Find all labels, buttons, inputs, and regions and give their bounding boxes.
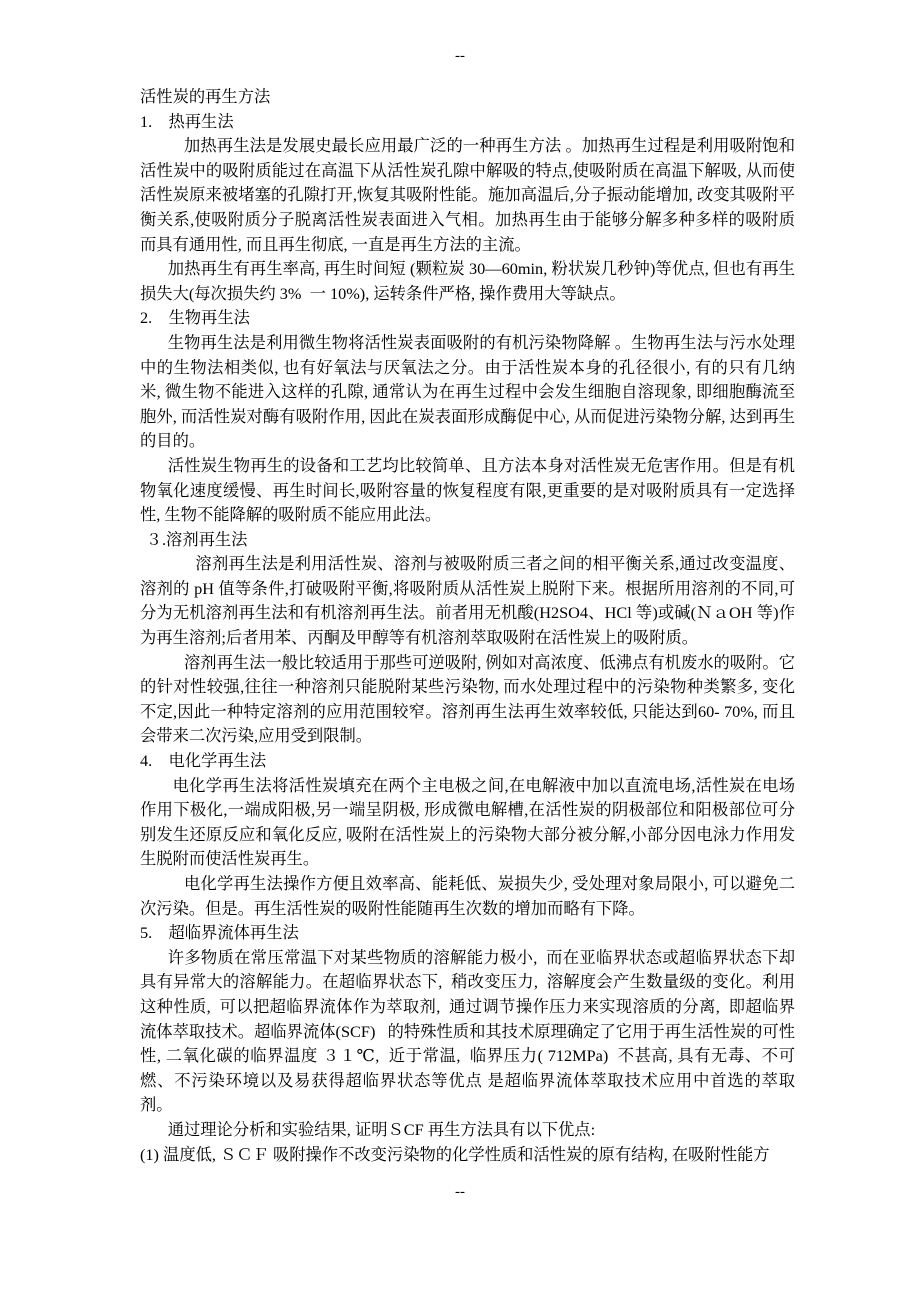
document-title: 活性炭的再生方法 bbox=[140, 87, 271, 106]
section-heading-5: 5. 超临界流体再生法 bbox=[140, 923, 299, 943]
page-footer-mark: -- bbox=[455, 1184, 465, 1200]
paragraph: 通过理论分析和实验结果, 证明ＳCF 再生方法具有以下优点: bbox=[167, 1119, 596, 1139]
section-heading-3: ３.溶剂再生法 bbox=[145, 529, 248, 549]
paragraph-list-item-1: (1) 温度低, ＳＣＦ 吸附操作不改变污染物的化学性质和活性炭的原有结构, 在吸附性能方 bbox=[140, 1144, 770, 1164]
section-heading-1: 1. 热再生法 bbox=[140, 111, 234, 131]
paragraph: 电化学再生法操作方便且效率高、能耗低、炭损失少, 受处理对象局限小, 可以避免二次污染。但是。再生活性炭的吸附性能随再生次数的增加而略有下降。 bbox=[140, 874, 795, 918]
paragraph: 加热再生法是发展史最长应用最广泛的一种再生方法 。加热再生过程是利用吸附饱和活性炭中的吸附质能过在高温下从活性炭孔隙中解吸的特点,使吸附质在高温下解吸, 从而使活性炭原来被堵塞的孔隙打开,恢复其吸附性能。施加高温后,分子振动能增加, 改变其吸附平衡关系,使吸附质分子脱离活性炭表面进入气相。加热再生由于能够分解多种多样的吸附质而具有通用性, 而且再生彻底, 一直是再生方法的主流。 bbox=[140, 136, 795, 254]
document-content bbox=[140, 85, 795, 1167]
paragraph: 溶剂再生法一般比较适用于那些可逆吸附, 例如对高浓度、低沸点有机废水的吸附。它的针对性较强,往往一种溶剂只能脱附某些污染物, 而水处理过程中的污染物种类繁多, 变化不定,因此一种特定溶剂的应用范围较窄。溶剂再生法再生效率较低, 只能达到60- 70%, 而且会带来二次污染,应用受到限制。 bbox=[140, 652, 795, 746]
paragraph: 溶剂再生法是利用活性炭、溶剂与被吸附质三者之间的相平衡关系,通过改变温度、溶剂的 pH 值等条件,打破吸附平衡,将吸附质从活性炭上脱附下来。根据所用溶剂的不同,可分为无机溶剂再生法和有机溶剂再生法。前者用无机酸(H2SO4、HCl 等)或碱(ＮａOH 等)作为再生溶剂;后者用苯、丙酮及甲醇等有机溶剂萃取吸附在活性炭上的吸附质。 bbox=[140, 554, 795, 648]
paragraph: 许多物质在常压常温下对某些物质的溶解能力极小, 而在亚临界状态或超临界状态下却具有异常大的溶解能力。在超临界状态下, 稍改变压力, 溶解度会产生数量级的变化。利用这种性质, 可以把超临界流体作为萃取剂, 通过调节操作压力来实现溶质的分离, 即超临界流体萃取技术。超临界流体(SCF) 的特殊性质和其技术原理确定了它用于再生活性炭的可性性, 二氧化碳的临界温度 ３１℃, 近于常温, 临界压力( 712MPa) 不甚高, 具有无毒、不可燃、不污染环境以及易获得超临界状态等优点 是超临界流体萃取技术应用中首选的萃取剂。 bbox=[140, 947, 795, 1115]
paragraph: 活性炭生物再生的设备和工艺均比较简单、且方法本身对活性炭无危害作用。但是有机物氧化速度缓慢、再生时间长,吸附容量的恢复程度有限,更重要的是对吸附质具有一定选择性, 生物不能降解的吸附质不能应用此法。 bbox=[140, 455, 795, 525]
section-heading-2: 2. 生物再生法 bbox=[140, 308, 250, 328]
section-heading-4: 4. 电化学再生法 bbox=[140, 751, 267, 771]
paragraph: 生物再生法是利用微生物将活性炭表面吸附的有机污染物降解 。生物再生法与污水处理中的生物法相类似, 也有好氧法与厌氧法之分。由于活性炭本身的孔径很小, 有的只有几纳米, 微生物不能进入这样的孔隙, 通常认为在再生过程中会发生细胞自溶现象, 即细胞酶流至胞外, 而活性炭对酶有吸附作用, 因此在炭表面形成酶促中心, 从而促进污染物分解, 达到再生的目的。 bbox=[140, 332, 795, 451]
page-header-mark: -- bbox=[455, 48, 465, 64]
paragraph: 电化学再生法将活性炭填充在两个主电极之间,在电解液中加以直流电场,活性炭在电场作用下极化,一端成阳极,另一端呈阴极, 形成微电解槽,在活性炭的阴极部位和阳极部位可分别发生还原反应和氧化反应, 吸附在活性炭上的污染物大部分被分解,小部分因电泳力作用发生脱附而使活性炭再生。 bbox=[140, 775, 795, 869]
paragraph: 加热再生有再生率高, 再生时间短 (颗粒炭 30—60min, 粉状炭几秒钟)等优点, 但也有再生损失大(每次损失约 3% 一 10%), 运转条件严格, 操作费用大等缺点。 bbox=[140, 259, 795, 303]
